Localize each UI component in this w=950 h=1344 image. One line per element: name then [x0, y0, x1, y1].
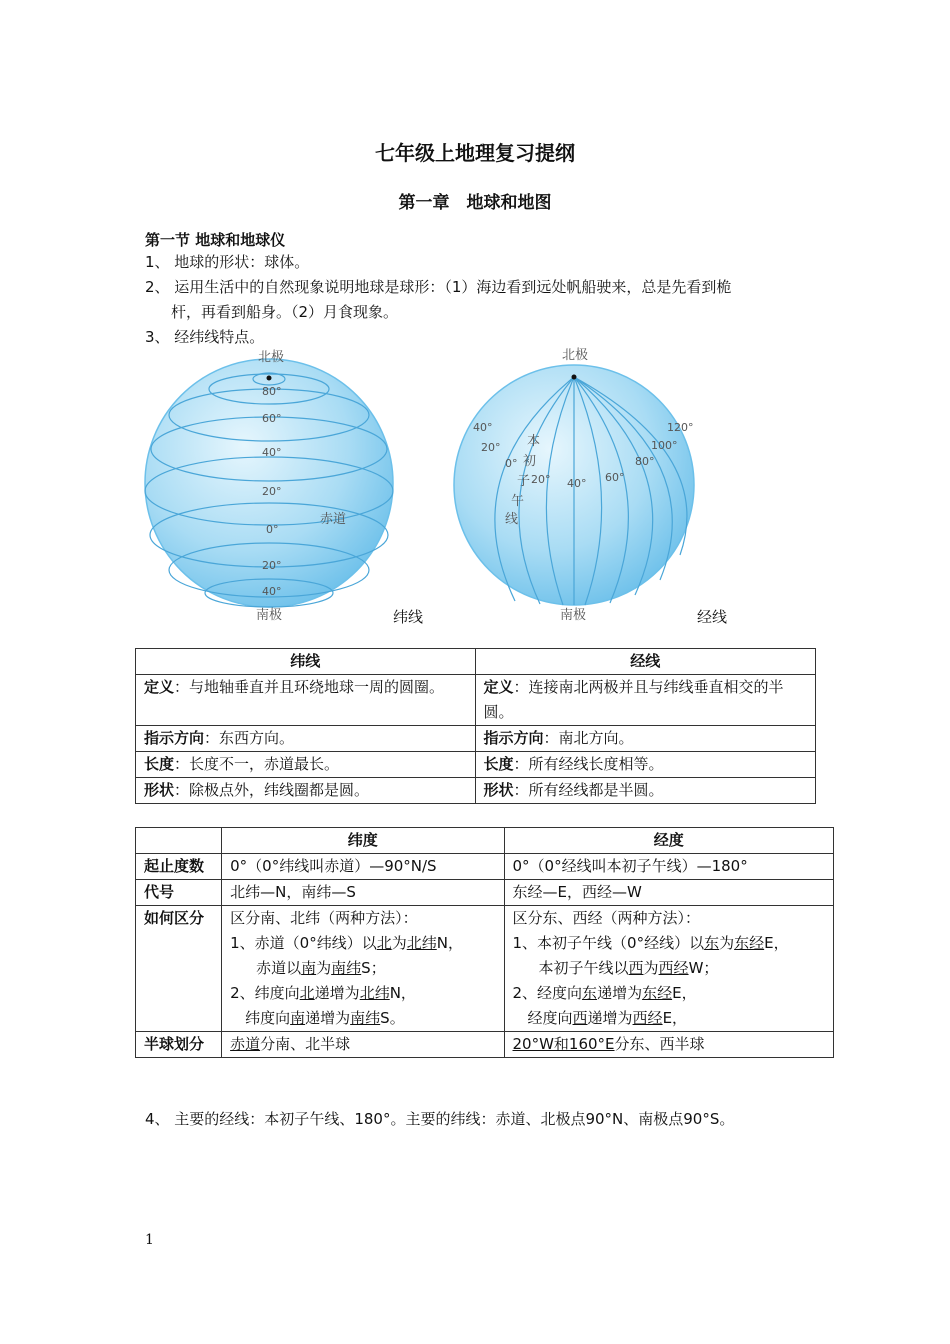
page-number: 1 [145, 1232, 154, 1248]
text: N， [436, 934, 463, 952]
underline-text: 赤道 [230, 1035, 261, 1053]
table-cell [136, 675, 476, 726]
text: 递增为 [305, 1009, 351, 1027]
text: 1、本初子午线（0°经线）以 [512, 934, 705, 952]
cell-line [513, 956, 826, 981]
text: E， [662, 1009, 688, 1027]
text: 2、纬度向 [230, 984, 300, 1002]
globe2-deg-20e: 20° [531, 473, 551, 486]
table-cell [504, 906, 834, 1032]
text: 纬度向 [245, 1009, 291, 1027]
table-row [136, 752, 816, 778]
globe1-deg-20n: 20° [262, 485, 282, 498]
globe1-north-label: 北极 [258, 350, 285, 365]
table-row [136, 726, 816, 752]
globe2-meridian-char-4: 午 [511, 494, 525, 509]
text: 为 [719, 934, 735, 952]
table1-header-longitude: 经线 [475, 649, 816, 675]
underline-text: 北纬 [406, 934, 437, 952]
longitude-globe [445, 345, 705, 625]
table-cell [475, 726, 816, 752]
globe2-deg-100e: 100° [651, 439, 678, 452]
cell-key: 定义 [483, 678, 514, 696]
underline-text: 南纬 [331, 959, 362, 977]
cell-line [513, 931, 826, 956]
item-3: 3、 经纬线特点。 [145, 328, 265, 346]
underline-text: 北 [299, 984, 315, 1002]
text: N， [389, 984, 416, 1002]
table-row [136, 906, 834, 1032]
cell-value: ：除极点外，纬线圈都是圆。 [174, 781, 370, 799]
text: E， [764, 934, 789, 952]
item-2-line-1: 2、 运用生活中的自然现象说明地球是球形：（1）海边看到远处帆船驶来，总是先看到桅 [145, 278, 732, 296]
globe2-deg-20w: 20° [481, 441, 501, 454]
text: 递增为 [314, 984, 360, 1002]
chapter-title: 第一章 地球和地图 [398, 193, 552, 213]
globe2-meridian-char-2: 初 [523, 454, 537, 469]
globe2-deg-80e: 80° [635, 455, 655, 468]
section-title: 第一节 地球和地球仪 [145, 231, 286, 249]
globe2-north-label: 北极 [562, 348, 589, 363]
globe2-deg-40e: 40° [567, 477, 587, 490]
globe2-meridian-char-3: 子 [517, 474, 531, 489]
latitude-globe [140, 345, 400, 625]
cell-line [513, 1006, 826, 1031]
table-cell: 0°（0°经线叫本初子午线）—180° [504, 854, 834, 880]
underline-text: 南纬 [350, 1009, 381, 1027]
page-title: 七年级上地理复习提纲 [375, 141, 575, 165]
cell-value: ：所有经线长度相等。 [513, 755, 664, 773]
table-cell [504, 1032, 834, 1058]
cell-line [230, 931, 495, 956]
cell-key: 指示方向 [144, 729, 205, 747]
table-row [136, 778, 816, 804]
text: 为 [643, 959, 659, 977]
globe1-deg-60: 60° [262, 412, 282, 425]
text: W； [688, 959, 719, 977]
table-row [136, 675, 816, 726]
cell-key: 长度 [483, 755, 514, 773]
globe2-meridian-char-5: 线 [505, 512, 519, 527]
underline-text: 东经 [734, 934, 765, 952]
text: S。 [380, 1009, 405, 1027]
table-cell [475, 778, 816, 804]
underline-text: 北 [376, 934, 392, 952]
table-cell: 北纬—N，南纬—S [222, 880, 504, 906]
table-cell [222, 906, 504, 1032]
cell-key: 定义 [144, 678, 175, 696]
row-label: 代号 [136, 880, 222, 906]
degrees-comparison-table [135, 827, 834, 1058]
row-label: 半球划分 [136, 1032, 222, 1058]
item-4: 4、 主要的经线：本初子午线、180°。主要的纬线：赤道、北极点90°N、南极点90°S。 [145, 1110, 735, 1128]
text: 为 [391, 934, 407, 952]
text: 递增为 [597, 984, 643, 1002]
cell-key: 形状 [144, 781, 175, 799]
table-cell: 东经—E，西经—W [504, 880, 834, 906]
table2-header-longitude: 经度 [504, 828, 834, 854]
globe2-deg-40w: 40° [473, 421, 493, 434]
cell-line [230, 1006, 495, 1031]
table-row [136, 854, 834, 880]
underline-text: 西经 [632, 1009, 663, 1027]
text: 2、经度向 [512, 984, 583, 1002]
cell-value: ：与地轴垂直并且环绕地球一周的圆圈。 [174, 678, 445, 696]
cell-line: 区分南、北纬（两种方法）： [230, 909, 418, 927]
table2-header-row [136, 828, 834, 854]
globe2-meridian-char-1: 本 [527, 434, 541, 449]
cell-line [230, 956, 495, 981]
table-cell [475, 675, 816, 726]
globe1-deg-80: 80° [262, 385, 282, 398]
table1-header-row [136, 649, 816, 675]
text: 1、赤道（0°纬线）以 [230, 934, 377, 952]
cell-value: ：连接南北两极并且与纬线垂直相交的半圆。 [483, 678, 784, 721]
cell-value: ：所有经线都是半圆。 [513, 781, 664, 799]
underline-text: 南 [290, 1009, 306, 1027]
table-cell [136, 778, 476, 804]
text: 赤道以 [256, 959, 302, 977]
text: E， [672, 984, 697, 1002]
row-label: 起止度数 [136, 854, 222, 880]
underline-text: 南 [301, 959, 317, 977]
cell-value: ：东西方向。 [204, 729, 295, 747]
underline-text: 西经 [658, 959, 689, 977]
table-row [136, 1032, 834, 1058]
table-cell [136, 752, 476, 778]
underline-text: 20°W和160°E [512, 1035, 615, 1053]
table-cell [475, 752, 816, 778]
globe1-caption: 纬线 [393, 608, 424, 626]
globe2-deg-0: 0° [505, 457, 518, 470]
text: 为 [316, 959, 332, 977]
text: 经度向 [527, 1009, 573, 1027]
underline-text: 东 [704, 934, 720, 952]
globe2-deg-120e: 120° [667, 421, 694, 434]
item-1: 1、 地球的形状：球体。 [145, 253, 310, 271]
underline-text: 东经 [642, 984, 673, 1002]
table2-header-blank [136, 828, 222, 854]
lines-comparison-table [135, 648, 816, 804]
table-row [136, 880, 834, 906]
cell-key: 形状 [483, 781, 514, 799]
cell-key: 指示方向 [483, 729, 544, 747]
text: 分南、北半球 [260, 1035, 351, 1053]
globe1-deg-20s: 20° [262, 559, 282, 572]
globe2-deg-60e: 60° [605, 471, 625, 484]
text: 递增为 [587, 1009, 633, 1027]
globe2-south-label: 南极 [560, 608, 587, 623]
table2-header-latitude: 纬度 [222, 828, 504, 854]
cell-key: 长度 [144, 755, 175, 773]
table-cell: 0°（0°纬线叫赤道）—90°N/S [222, 854, 504, 880]
table1-header-latitude: 纬线 [136, 649, 476, 675]
text: 本初子午线以 [538, 959, 629, 977]
cell-line [230, 981, 495, 1006]
globe1-deg-40: 40° [262, 446, 282, 459]
underline-text: 西 [572, 1009, 588, 1027]
globe1-equator-label: 赤道 [320, 512, 347, 527]
cell-line: 区分东、西经（两种方法）： [512, 909, 701, 927]
row-label: 如何区分 [136, 906, 222, 1032]
text: S； [361, 959, 386, 977]
underline-text: 东 [582, 984, 598, 1002]
underline-text: 西 [628, 959, 644, 977]
table-cell [222, 1032, 504, 1058]
cell-line [513, 981, 826, 1006]
item-2-line-2: 杆，再看到船身。（2）月食现象。 [171, 303, 399, 321]
table-cell [136, 726, 476, 752]
cell-value: ：长度不一，赤道最长。 [174, 755, 340, 773]
globe1-deg-40s: 40° [262, 585, 282, 598]
cell-value: ：南北方向。 [543, 729, 634, 747]
text: 分东、西半球 [614, 1035, 705, 1053]
globe2-caption: 经线 [697, 608, 728, 626]
globe1-deg-0: 0° [266, 523, 279, 536]
underline-text: 北纬 [359, 984, 390, 1002]
globe1-south-label: 南极 [256, 608, 283, 623]
